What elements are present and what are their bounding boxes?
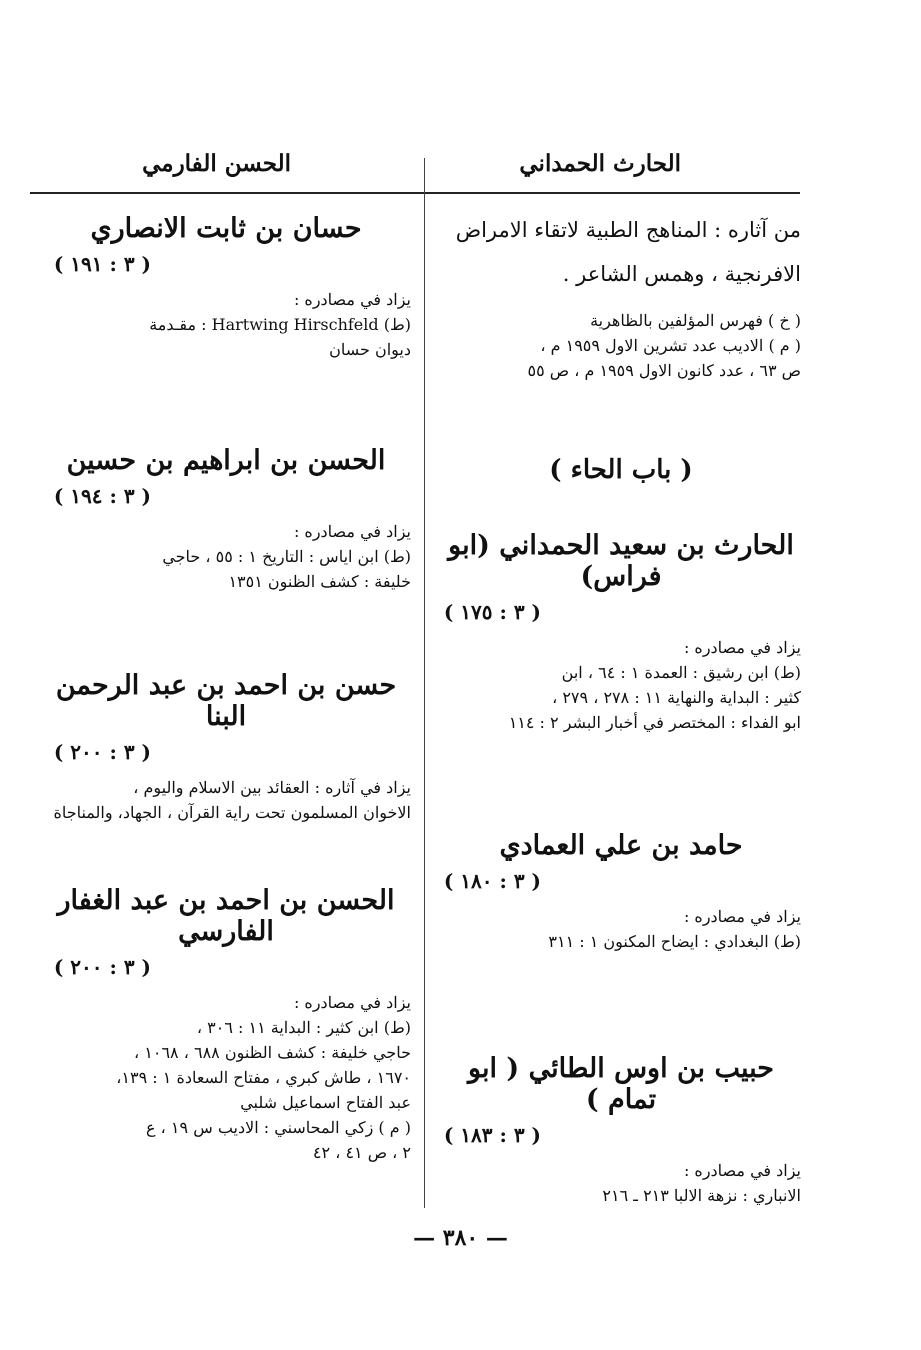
- entry-line: (ط) البغدادي : ايضاح المكنون ١ : ٣١١: [548, 932, 801, 951]
- entry-reference: ( ٣ : ١٩١ ): [53, 252, 151, 276]
- entry-line: ١٦٧٠ ، طاش كبري ، مفتاح السعادة ١ : ١٣٩،: [116, 1068, 411, 1087]
- entry-line: (ط) ابن اياس : التاريخ ١ : ٥٥ ، حاجي: [162, 547, 411, 566]
- entry-reference: ( ٣ : ٢٠٠ ): [53, 740, 151, 764]
- entry-line: يزاد في مصادره :: [683, 907, 801, 926]
- left-column: [41, 205, 411, 1215]
- entry-reference: ( ٣ : ٢٠٠ ): [53, 955, 151, 979]
- column-divider: [424, 158, 425, 1208]
- entry-line: ابو الفداء : المختصر في أخبار البشر ٢ : ١١٤: [508, 713, 801, 732]
- header-rule: [30, 192, 800, 194]
- right-column: [441, 205, 801, 1215]
- entry-line: عبد الفتاح اسماعيل شلبي: [240, 1093, 411, 1112]
- entry-line: (ط) Hartwing Hirschfeld : مقـدمة: [149, 315, 411, 334]
- intro-block: [441, 205, 801, 299]
- running-header-left: الحسن الفارمي: [142, 150, 291, 177]
- entry: [441, 830, 801, 957]
- source-line: ( م ) الاديب عدد تشرين الاول ١٩٥٩ م ،: [540, 336, 801, 355]
- entry-reference: ( ٣ : ١٩٤ ): [53, 484, 151, 508]
- entry-line: (ط) ابن كثير : البداية ١١ : ٣٠٦ ،: [196, 1018, 411, 1037]
- entry-title: حبيب بن اوس الطائي ( ابو تمام ): [468, 1053, 774, 1115]
- entry-title: الحسن بن ابراهيم بن حسين: [66, 445, 386, 476]
- entry: [41, 445, 411, 597]
- entry: [41, 670, 411, 828]
- entry-line: يزاد في مصادره :: [293, 993, 411, 1012]
- entry-title: الحسن بن احمد بن عبد الغفار الفارسي: [57, 885, 395, 947]
- entry: [41, 885, 411, 1168]
- entry-line: كثير : البداية والنهاية ١١ : ٢٧٨ ، ٢٧٩ ،: [552, 688, 801, 707]
- source-line: ( خ ) فهرس المؤلفين بالظاهرية: [590, 311, 801, 330]
- entry-line: خليفة : كشف الظنون ١٣٥١: [228, 572, 411, 591]
- entry-line: يزاد في مصادره :: [293, 522, 411, 541]
- section-heading-block: [441, 455, 801, 485]
- entry-title: حامد بن علي العمادي: [499, 830, 743, 861]
- entry-line: الاخوان المسلمون تحت راية القرآن ، الجهاد، والمناجاة: [53, 803, 411, 822]
- entry-line: يزاد في مصادره :: [683, 638, 801, 657]
- entry-reference: ( ٣ : ١٨٣ ): [443, 1123, 541, 1147]
- entry-reference: ( ٣ : ١٨٠ ): [443, 869, 541, 893]
- entry-line: حاجي خليفة : كشف الظنون ٦٨٨ ، ١٠٦٨ ،: [134, 1043, 411, 1062]
- page-number: — ٣٨٠ —: [413, 1225, 508, 1251]
- entry-line: ديوان حسان: [329, 340, 411, 359]
- running-header-right: الحارث الحمداني: [519, 150, 681, 177]
- entry: [441, 530, 801, 738]
- entry-title: الحارث بن سعيد الحمداني (ابو فراس): [448, 530, 794, 592]
- entry-line: يزاد في مصادره :: [683, 1161, 801, 1180]
- source-line: ص ٦٣ ، عدد كانون الاول ١٩٥٩ م ، ص ٥٥: [527, 361, 801, 380]
- entry-line: ( م ) زكي المحاسني : الاديب س ١٩ ، ع: [146, 1118, 411, 1137]
- intro-line: من آثاره : المناهج الطبية لاتقاء الامراض: [455, 218, 801, 242]
- entry-line: (ط) ابن رشيق : العمدة ١ : ٦٤ ، ابن: [561, 663, 801, 682]
- entry: [441, 1053, 801, 1211]
- intro-line: الافرنجية ، وهمس الشاعر .: [562, 262, 801, 286]
- section-title: ( باب الحاء ): [549, 455, 693, 485]
- entry-reference: ( ٣ : ١٧٥ ): [443, 600, 541, 624]
- entry-line: ٢ ، ص ٤١ ، ٤٢: [312, 1143, 411, 1162]
- entry-title: حسان بن ثابت الانصاري: [90, 213, 362, 244]
- sources-block: [441, 305, 801, 386]
- entry-title: حسن بن احمد بن عبد الرحمن البنا: [55, 670, 397, 732]
- entry: [41, 213, 411, 365]
- entry-line: الانباري : نزهة الالبا ٢١٣ ـ ٢١٦: [602, 1186, 801, 1205]
- entry-line: يزاد في آثاره : العقائد بين الاسلام واليوم ،: [133, 778, 411, 797]
- entry-line: يزاد في مصادره :: [293, 290, 411, 309]
